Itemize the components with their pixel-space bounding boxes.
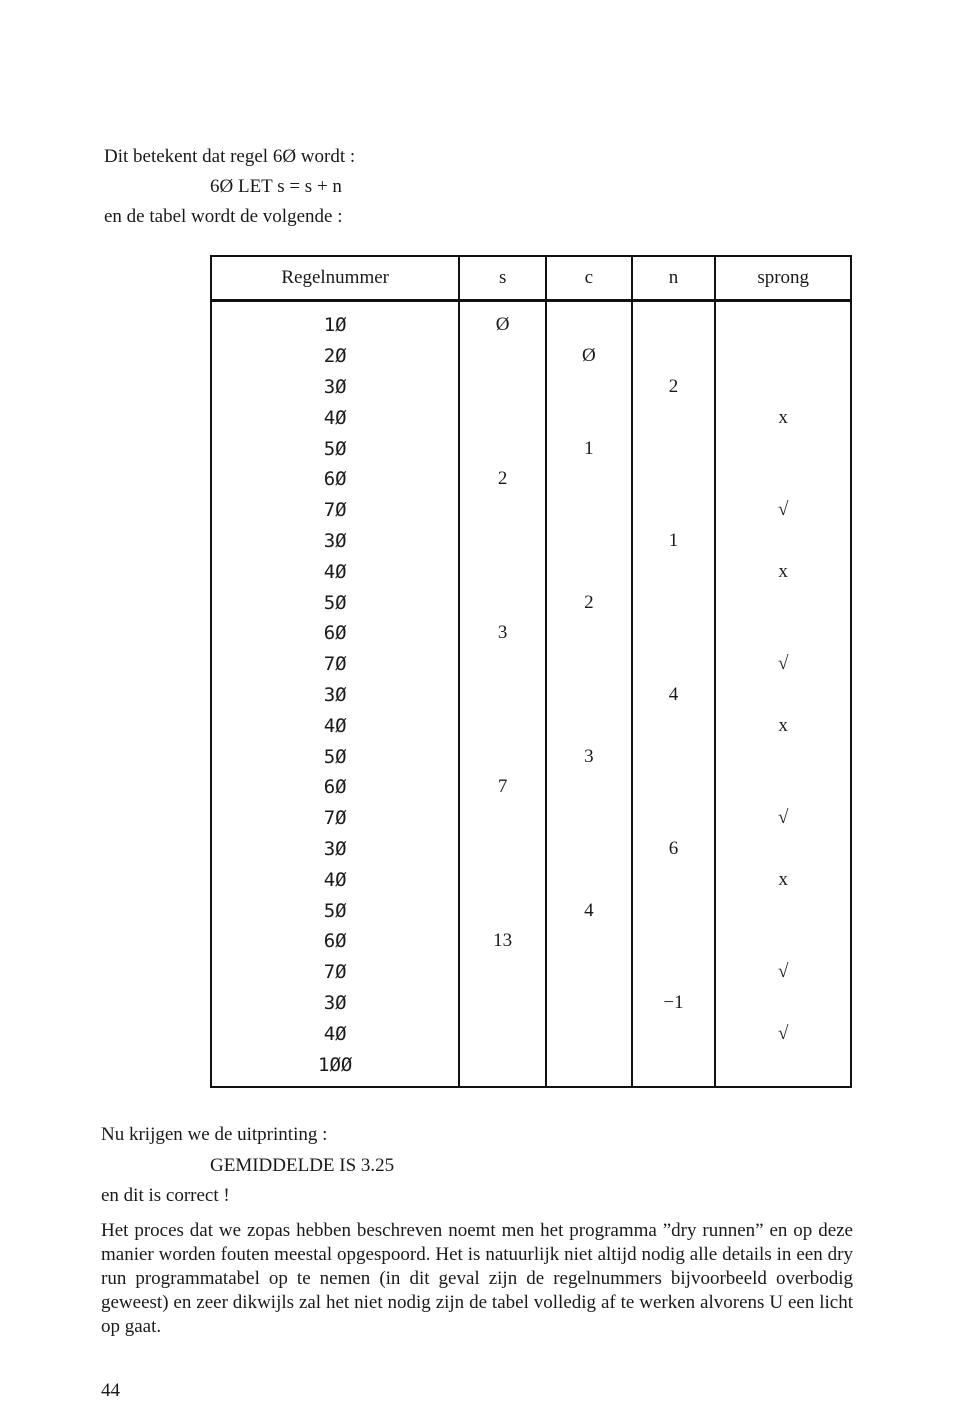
- cell-sprong: x: [715, 864, 851, 895]
- table-row: [211, 495, 851, 526]
- cell-c: [546, 372, 632, 403]
- table-row: [211, 895, 851, 926]
- cell-sprong: [715, 341, 851, 372]
- cell-c: [546, 803, 632, 834]
- cell-regelnummer: 7Ø: [211, 957, 459, 988]
- cell-n: [632, 1049, 716, 1087]
- cell-s: 13: [459, 926, 546, 957]
- code-line: 6Ø LET s = s + n: [210, 176, 342, 197]
- header-n: n: [632, 256, 716, 301]
- table-row: [211, 433, 851, 464]
- cell-regelnummer: 5Ø: [211, 741, 459, 772]
- cell-sprong: x: [715, 402, 851, 433]
- cell-sprong: [715, 301, 851, 341]
- cell-n: 2: [632, 372, 716, 403]
- table-row: [211, 618, 851, 649]
- cell-n: [632, 433, 716, 464]
- cell-c: [546, 1049, 632, 1087]
- table-row: [211, 402, 851, 433]
- cell-n: [632, 803, 716, 834]
- table-row: [211, 680, 851, 711]
- cell-s: [459, 1049, 546, 1087]
- cell-c: [546, 301, 632, 341]
- dry-run-table: [210, 255, 852, 1088]
- cell-regelnummer: 4Ø: [211, 1018, 459, 1049]
- cell-n: [632, 301, 716, 341]
- cell-sprong: [715, 926, 851, 957]
- cell-n: [632, 341, 716, 372]
- cell-n: −1: [632, 988, 716, 1019]
- cell-regelnummer: 6Ø: [211, 772, 459, 803]
- cell-n: 1: [632, 526, 716, 557]
- table-row: [211, 834, 851, 865]
- table-row: [211, 587, 851, 618]
- cell-sprong: √: [715, 649, 851, 680]
- cell-regelnummer: 3Ø: [211, 680, 459, 711]
- table-row: [211, 803, 851, 834]
- cell-s: [459, 834, 546, 865]
- cell-s: [459, 957, 546, 988]
- cell-sprong: [715, 741, 851, 772]
- cell-c: [546, 556, 632, 587]
- cell-sprong: [715, 1049, 851, 1087]
- cell-regelnummer: 4Ø: [211, 864, 459, 895]
- cell-sprong: [715, 834, 851, 865]
- cell-s: [459, 526, 546, 557]
- cell-c: 3: [546, 741, 632, 772]
- cell-regelnummer: 7Ø: [211, 495, 459, 526]
- cell-regelnummer: 5Ø: [211, 895, 459, 926]
- table-row: [211, 864, 851, 895]
- cell-s: 2: [459, 464, 546, 495]
- cell-regelnummer: 6Ø: [211, 464, 459, 495]
- cell-sprong: [715, 464, 851, 495]
- table-row: [211, 710, 851, 741]
- intro-line-2: en de tabel wordt de volgende :: [104, 206, 343, 227]
- cell-n: [632, 618, 716, 649]
- header-regelnummer: Regelnummer: [211, 256, 459, 301]
- cell-c: [546, 618, 632, 649]
- cell-regelnummer: 5Ø: [211, 587, 459, 618]
- cell-c: [546, 649, 632, 680]
- cell-n: [632, 464, 716, 495]
- cell-c: 4: [546, 895, 632, 926]
- cell-s: [459, 988, 546, 1019]
- cell-c: [546, 464, 632, 495]
- cell-regelnummer: 7Ø: [211, 649, 459, 680]
- cell-c: [546, 864, 632, 895]
- cell-s: [459, 587, 546, 618]
- table-row: [211, 1018, 851, 1049]
- table-header-row: [211, 256, 851, 301]
- cell-n: [632, 556, 716, 587]
- table-row: [211, 649, 851, 680]
- cell-n: [632, 1018, 716, 1049]
- intro-line-1: Dit betekent dat regel 6Ø wordt :: [104, 146, 356, 167]
- cell-c: [546, 526, 632, 557]
- cell-regelnummer: 4Ø: [211, 556, 459, 587]
- program-output-line: GEMIDDELDE IS 3.25: [210, 1155, 395, 1176]
- cell-c: [546, 402, 632, 433]
- cell-s: [459, 803, 546, 834]
- cell-s: [459, 1018, 546, 1049]
- cell-n: 4: [632, 680, 716, 711]
- cell-c: [546, 926, 632, 957]
- cell-c: Ø: [546, 341, 632, 372]
- page-number: 44: [101, 1380, 120, 1401]
- cell-sprong: √: [715, 1018, 851, 1049]
- cell-sprong: [715, 526, 851, 557]
- cell-s: 7: [459, 772, 546, 803]
- table-row: [211, 464, 851, 495]
- table-row: [211, 526, 851, 557]
- cell-sprong: √: [715, 957, 851, 988]
- cell-n: [632, 895, 716, 926]
- cell-regelnummer: 5Ø: [211, 433, 459, 464]
- cell-sprong: [715, 988, 851, 1019]
- cell-c: [546, 772, 632, 803]
- cell-regelnummer: 6Ø: [211, 618, 459, 649]
- cell-regelnummer: 3Ø: [211, 834, 459, 865]
- cell-s: [459, 741, 546, 772]
- cell-c: [546, 1018, 632, 1049]
- header-c: c: [546, 256, 632, 301]
- after-table-line-1: Nu krijgen we de uitprinting :: [101, 1124, 328, 1145]
- explanation-paragraph: Het proces dat we zopas hebben beschreven noemt men het programma ”dry runnen” en op deze manier worden fouten meestal opgespoord. Het is natuurlijk niet altijd nodig alle details in een dry run programmatabel op te nemen (in dit geval zijn de regelnummers bijvoorbeeld overbodig geweest) en zeer dikwijls zal het niet nodig zijn de tabel volledig af te werken alvorens U een licht op gaat.: [101, 1220, 853, 1337]
- cell-s: [459, 895, 546, 926]
- after-table-line-2: en dit is correct !: [101, 1185, 230, 1206]
- cell-n: 6: [632, 834, 716, 865]
- cell-s: [459, 341, 546, 372]
- table-row: [211, 1049, 851, 1087]
- cell-sprong: x: [715, 556, 851, 587]
- cell-n: [632, 587, 716, 618]
- cell-c: [546, 710, 632, 741]
- cell-s: [459, 433, 546, 464]
- cell-sprong: [715, 372, 851, 403]
- table-row: [211, 772, 851, 803]
- cell-sprong: √: [715, 495, 851, 526]
- cell-n: [632, 649, 716, 680]
- table-row: [211, 957, 851, 988]
- cell-regelnummer: 3Ø: [211, 372, 459, 403]
- cell-regelnummer: 1Ø: [211, 301, 459, 341]
- cell-sprong: x: [715, 710, 851, 741]
- cell-regelnummer: 3Ø: [211, 526, 459, 557]
- cell-s: [459, 680, 546, 711]
- table-row: [211, 372, 851, 403]
- cell-s: [459, 710, 546, 741]
- cell-s: [459, 556, 546, 587]
- cell-regelnummer: 4Ø: [211, 402, 459, 433]
- cell-n: [632, 495, 716, 526]
- table-row: [211, 341, 851, 372]
- cell-c: [546, 957, 632, 988]
- cell-n: [632, 402, 716, 433]
- cell-sprong: [715, 433, 851, 464]
- cell-n: [632, 772, 716, 803]
- cell-s: [459, 402, 546, 433]
- cell-regelnummer: 3Ø: [211, 988, 459, 1019]
- table-row: [211, 556, 851, 587]
- table-row: [211, 741, 851, 772]
- table-row: [211, 301, 851, 341]
- cell-n: [632, 710, 716, 741]
- cell-sprong: [715, 895, 851, 926]
- cell-regelnummer: 4Ø: [211, 710, 459, 741]
- cell-sprong: [715, 680, 851, 711]
- cell-s: [459, 649, 546, 680]
- cell-regelnummer: 2Ø: [211, 341, 459, 372]
- cell-c: [546, 834, 632, 865]
- cell-c: [546, 680, 632, 711]
- cell-n: [632, 741, 716, 772]
- cell-sprong: [715, 772, 851, 803]
- cell-c: [546, 495, 632, 526]
- cell-regelnummer: 6Ø: [211, 926, 459, 957]
- cell-s: [459, 372, 546, 403]
- cell-sprong: [715, 587, 851, 618]
- table-row: [211, 988, 851, 1019]
- cell-c: [546, 988, 632, 1019]
- cell-c: 2: [546, 587, 632, 618]
- cell-s: [459, 864, 546, 895]
- cell-n: [632, 864, 716, 895]
- cell-regelnummer: 7Ø: [211, 803, 459, 834]
- table-row: [211, 926, 851, 957]
- header-s: s: [459, 256, 546, 301]
- cell-s: [459, 495, 546, 526]
- cell-n: [632, 957, 716, 988]
- cell-s: Ø: [459, 301, 546, 341]
- header-sprong: sprong: [715, 256, 851, 301]
- cell-n: [632, 926, 716, 957]
- cell-s: 3: [459, 618, 546, 649]
- cell-sprong: [715, 618, 851, 649]
- cell-sprong: √: [715, 803, 851, 834]
- cell-c: 1: [546, 433, 632, 464]
- cell-regelnummer: 1ØØ: [211, 1049, 459, 1087]
